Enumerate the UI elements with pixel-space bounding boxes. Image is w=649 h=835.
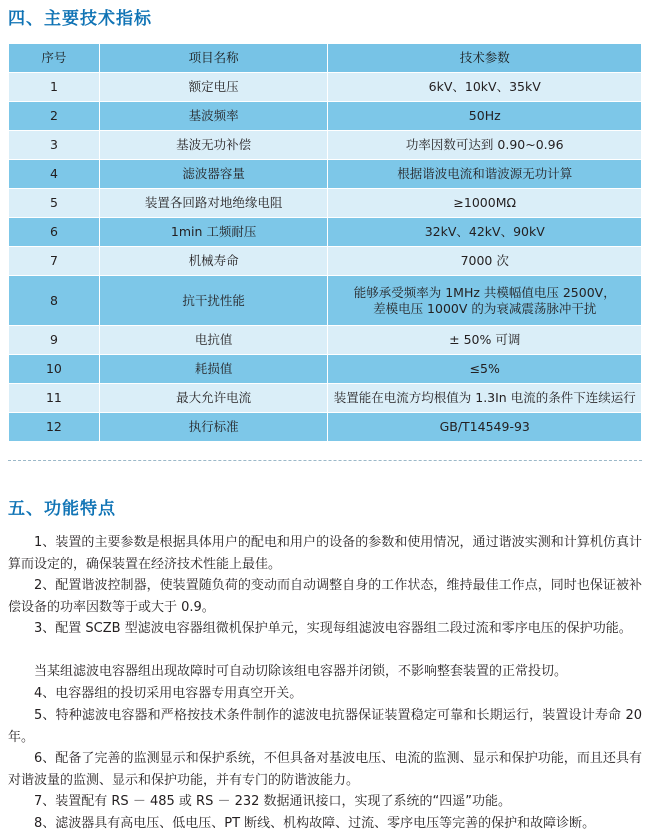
- feature-paragraph: 2、配置谐波控制器，使装置随负荷的变动而自动调整自身的工作状态，维持最佳工作点，同时也保证被补偿设备的功率因数等于或大于 0.9。: [8, 578, 642, 615]
- table-row: [9, 102, 642, 131]
- row-name: 基波频率: [99, 102, 328, 131]
- row-name: 滤波器容量: [99, 160, 328, 189]
- table-row: [9, 218, 642, 247]
- row-value-line-2: 差模电压 1000V 的为衰减震荡脉冲干扰: [373, 300, 597, 316]
- table-header-row: [9, 44, 642, 73]
- row-no: 7: [9, 247, 100, 276]
- row-no: 1: [9, 73, 100, 102]
- row-name: 执行标准: [99, 413, 328, 442]
- technical-spec-table: [8, 43, 642, 442]
- header-name: 项目名称: [99, 44, 328, 73]
- row-no: 6: [9, 218, 100, 247]
- row-value: 根据谐波电流和谐波源无功计算: [328, 160, 642, 189]
- row-name: 额定电压: [99, 73, 328, 102]
- row-no: 12: [9, 413, 100, 442]
- feature-paragraph: 3、配置 SCZB 型滤波电容器组微机保护单元，实现每组滤波电容器组二段过流和零序电压的保护功能。: [34, 621, 632, 636]
- table-row: [9, 326, 642, 355]
- row-name: 1min 工频耐压: [99, 218, 328, 247]
- row-value-line-1: 能够承受频率为 1MHz 共模幅值电压 2500V，: [353, 284, 616, 300]
- section-5-title: 五、功能特点: [8, 499, 116, 519]
- row-no: 8: [9, 276, 100, 326]
- header-no: 序号: [9, 44, 100, 73]
- table-row: [9, 73, 642, 102]
- row-no: 10: [9, 355, 100, 384]
- row-no: 2: [9, 102, 100, 131]
- row-name: 机械寿命: [99, 247, 328, 276]
- row-no: 5: [9, 189, 100, 218]
- row-value: ± 50% 可调: [328, 326, 642, 355]
- row-name: 抗干扰性能: [99, 276, 328, 326]
- row-value: 功率因数可达到 0.90~0.96: [328, 131, 642, 160]
- row-no: 11: [9, 384, 100, 413]
- table-row: [9, 276, 642, 326]
- table-row: [9, 131, 642, 160]
- row-no: 4: [9, 160, 100, 189]
- row-value: 6kV、10kV、35kV: [328, 73, 642, 102]
- section-divider: [8, 460, 642, 461]
- table-row: [9, 189, 642, 218]
- row-no: 9: [9, 326, 100, 355]
- row-no: 3: [9, 131, 100, 160]
- row-name: 基波无功补偿: [99, 131, 328, 160]
- row-name: 电抗值: [99, 326, 328, 355]
- table-row: [9, 160, 642, 189]
- row-value: 7000 次: [328, 247, 642, 276]
- row-name: 耗损值: [99, 355, 328, 384]
- table-row: [9, 413, 642, 442]
- feature-paragraph: 5、特种滤波电容器和严格按技术条件制作的滤波电抗器保证装置稳定可靠和长期运行，装置设计寿命 20 年。: [8, 708, 642, 745]
- row-value: 32kV、42kV、90kV: [328, 218, 642, 247]
- row-value: GB/T14549-93: [328, 413, 642, 442]
- feature-paragraph: 8、滤波器具有高电压、低电压、PT 断线、机构故障、过流、零序电压等完善的保护和故障诊断。: [34, 816, 596, 831]
- row-value: ≥1000MΩ: [328, 189, 642, 218]
- row-value: 装置能在电流方均根值为 1.3In 电流的条件下连续运行: [328, 384, 642, 413]
- feature-paragraph: 6、配备了完善的监测显示和保护系统，不但具备对基波电压、电流的监测、显示和保护功能，而且还具有对谐波量的监测、显示和保护功能，并有专门的防谐波能力。: [8, 751, 642, 788]
- feature-paragraph: 1、装置的主要参数是根据具体用户的配电和用户的设备的参数和使用情况，通过谐波实测和计算机仿真计算而设定的，确保装置在经济技术性能上最佳。: [8, 535, 642, 572]
- table-row: [9, 247, 642, 276]
- row-name: 装置各回路对地绝缘电阻: [99, 189, 328, 218]
- section-4-title: 四、主要技术指标: [8, 9, 152, 29]
- feature-paragraph: 当某组滤波电容器组出现故障时可自动切除该组电容器并闭锁，不影响整套装置的正常投切。: [34, 664, 568, 679]
- header-value: 技术参数: [328, 44, 642, 73]
- feature-paragraph: 7、装置配有 RS － 485 或 RS － 232 数据通讯接口，实现了系统的“四遥”功能。: [34, 794, 511, 809]
- row-value: 50Hz: [328, 102, 642, 131]
- row-value: [328, 276, 642, 326]
- row-value: ≤5%: [328, 355, 642, 384]
- feature-paragraph: 4、电容器组的投切采用电容器专用真空开关。: [34, 686, 303, 701]
- row-name: 最大允许电流: [99, 384, 328, 413]
- table-row: [9, 355, 642, 384]
- table-row: [9, 384, 642, 413]
